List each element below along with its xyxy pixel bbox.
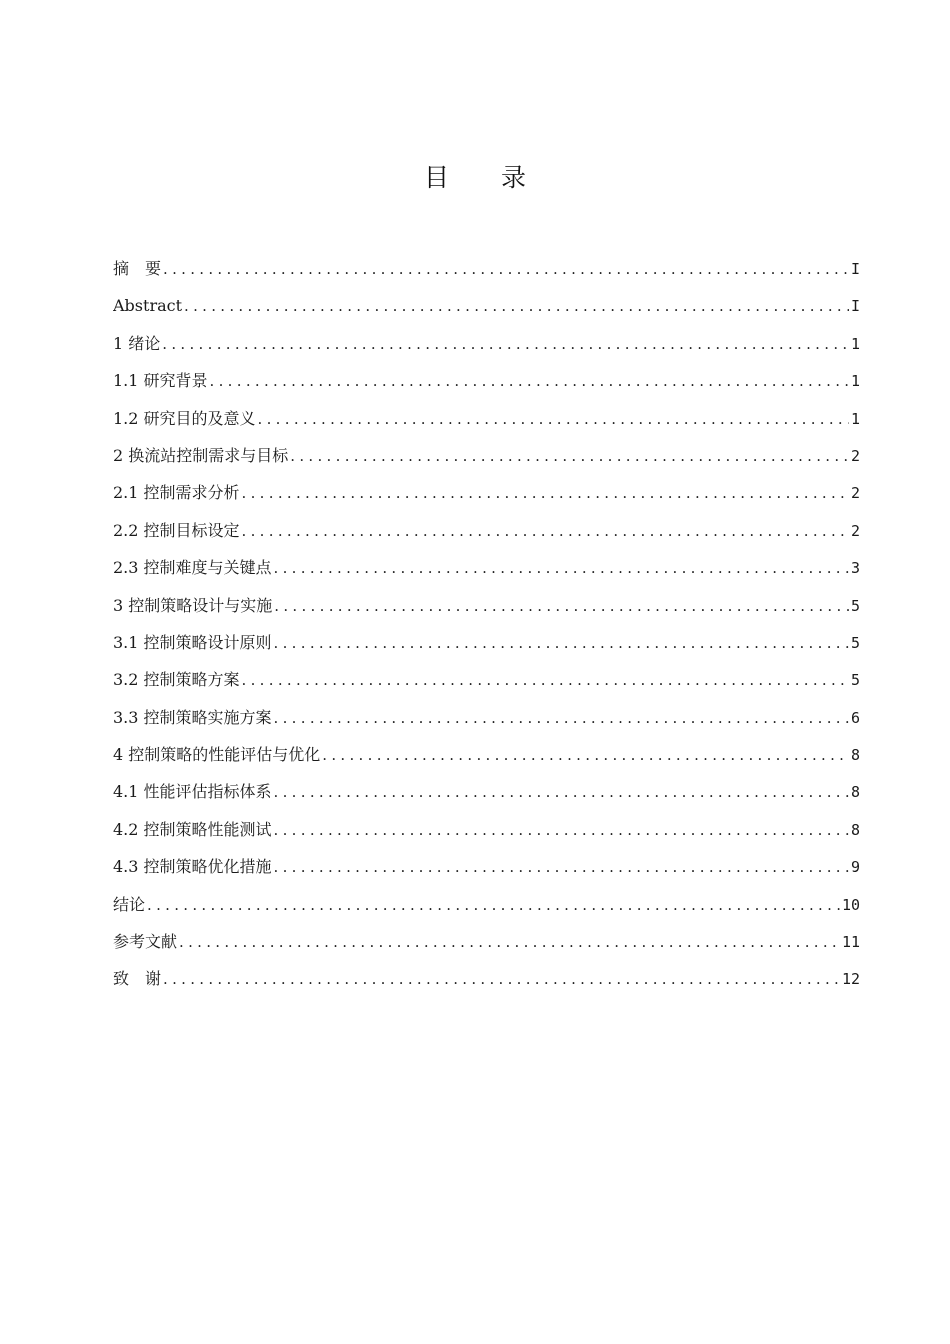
toc-title: 目 录: [424, 163, 548, 192]
dot-leader: [274, 625, 849, 661]
dot-leader: [242, 475, 849, 511]
dot-leader: [242, 662, 849, 698]
toc-entry-label: 1.1 研究背景: [113, 371, 208, 391]
toc-entry-page-number: 1: [850, 409, 860, 428]
toc-entry-page-number: 12: [841, 970, 860, 989]
toc-entry-label: 2 换流站控制需求与目标: [113, 445, 289, 465]
dot-leader: [184, 288, 849, 324]
dot-leader: [274, 588, 849, 624]
toc-entry-page-number: 5: [850, 596, 860, 615]
toc-entry-page-number: 3: [850, 559, 860, 578]
dot-leader: [274, 849, 849, 885]
toc-entry-label: 3.3 控制策略实施方案: [113, 707, 272, 727]
toc-entry-label: 2.3 控制难度与关键点: [113, 558, 272, 578]
toc-entry-page-number: 5: [850, 671, 860, 690]
dot-leader: [179, 924, 840, 960]
toc-entry[interactable]: [113, 960, 860, 997]
toc-entry-page-number: 2: [850, 521, 860, 540]
toc-entry-page-number: 2: [850, 484, 860, 503]
dot-leader: [162, 326, 849, 362]
toc-entry-label: 2.1 控制需求分析: [113, 483, 240, 503]
toc-entry-page-number: 6: [850, 708, 860, 727]
toc-entry-page-number: 5: [850, 633, 860, 652]
toc-entry-label: 1.2 研究目的及意义: [113, 408, 256, 428]
toc-entry-page-number: 8: [850, 820, 860, 839]
dot-leader: [242, 513, 849, 549]
toc-list: [113, 250, 860, 998]
dot-leader: [274, 812, 849, 848]
toc-entry[interactable]: [113, 736, 860, 773]
dot-leader: [163, 251, 849, 287]
toc-entry[interactable]: [113, 699, 860, 736]
dot-leader: [274, 774, 849, 810]
toc-entry-page-number: 11: [841, 933, 860, 952]
toc-entry-label: 摘 要: [113, 259, 162, 278]
toc-entry[interactable]: [113, 848, 860, 885]
toc-entry-page-number: 9: [850, 858, 860, 877]
dot-leader: [322, 737, 849, 773]
toc-entry-label: Abstract: [113, 296, 183, 316]
dot-leader: [274, 700, 849, 736]
dot-leader: [210, 363, 849, 399]
toc-entry[interactable]: [113, 362, 860, 399]
toc-entry-label: 4.1 性能评估指标体系: [113, 782, 272, 802]
toc-entry-page-number: 8: [850, 783, 860, 802]
toc-entry[interactable]: [113, 287, 860, 324]
toc-entry-label: 4.2 控制策略性能测试: [113, 819, 272, 839]
toc-entry[interactable]: [113, 811, 860, 848]
dot-leader: [258, 401, 849, 437]
toc-entry-page-number: 1: [850, 334, 860, 353]
toc-entry[interactable]: [113, 512, 860, 549]
toc-entry-label: 参考文献: [113, 932, 178, 952]
dot-leader: [274, 550, 849, 586]
toc-entry-label: 致 谢: [113, 969, 162, 989]
toc-entry[interactable]: [113, 886, 860, 923]
toc-entry[interactable]: [113, 474, 860, 511]
toc-entry-page-number: 8: [850, 746, 860, 765]
toc-entry-page-number: I: [850, 297, 860, 316]
dot-leader: [163, 961, 840, 997]
toc-entry[interactable]: [113, 661, 860, 698]
toc-entry-label: 4.3 控制策略优化措施: [113, 857, 272, 877]
dot-leader: [147, 887, 840, 923]
toc-entry-label: 1 绪论: [113, 333, 161, 353]
toc-entry-page-number: 10: [841, 895, 860, 914]
toc-entry[interactable]: [113, 923, 860, 960]
toc-entry-label: 4 控制策略的性能评估与优化: [113, 745, 321, 765]
toc-entry[interactable]: [113, 773, 860, 810]
toc-entry-label: 3 控制策略设计与实施: [113, 595, 273, 615]
toc-entry[interactable]: [113, 549, 860, 586]
toc-entry-label: 结论: [113, 894, 146, 914]
toc-entry[interactable]: [113, 325, 860, 362]
toc-entry-page-number: I: [850, 260, 860, 278]
toc-entry-label: 3.1 控制策略设计原则: [113, 632, 272, 652]
toc-entry[interactable]: [113, 624, 860, 661]
toc-entry[interactable]: [113, 437, 860, 474]
dot-leader: [290, 438, 849, 474]
toc-entry-page-number: 2: [850, 446, 860, 465]
toc-entry[interactable]: [113, 400, 860, 437]
toc-entry[interactable]: [113, 250, 860, 287]
toc-entry-label: 3.2 控制策略方案: [113, 670, 240, 690]
toc-entry-label: 2.2 控制目标设定: [113, 520, 240, 540]
toc-entry[interactable]: [113, 587, 860, 624]
toc-entry-page-number: 1: [850, 372, 860, 391]
